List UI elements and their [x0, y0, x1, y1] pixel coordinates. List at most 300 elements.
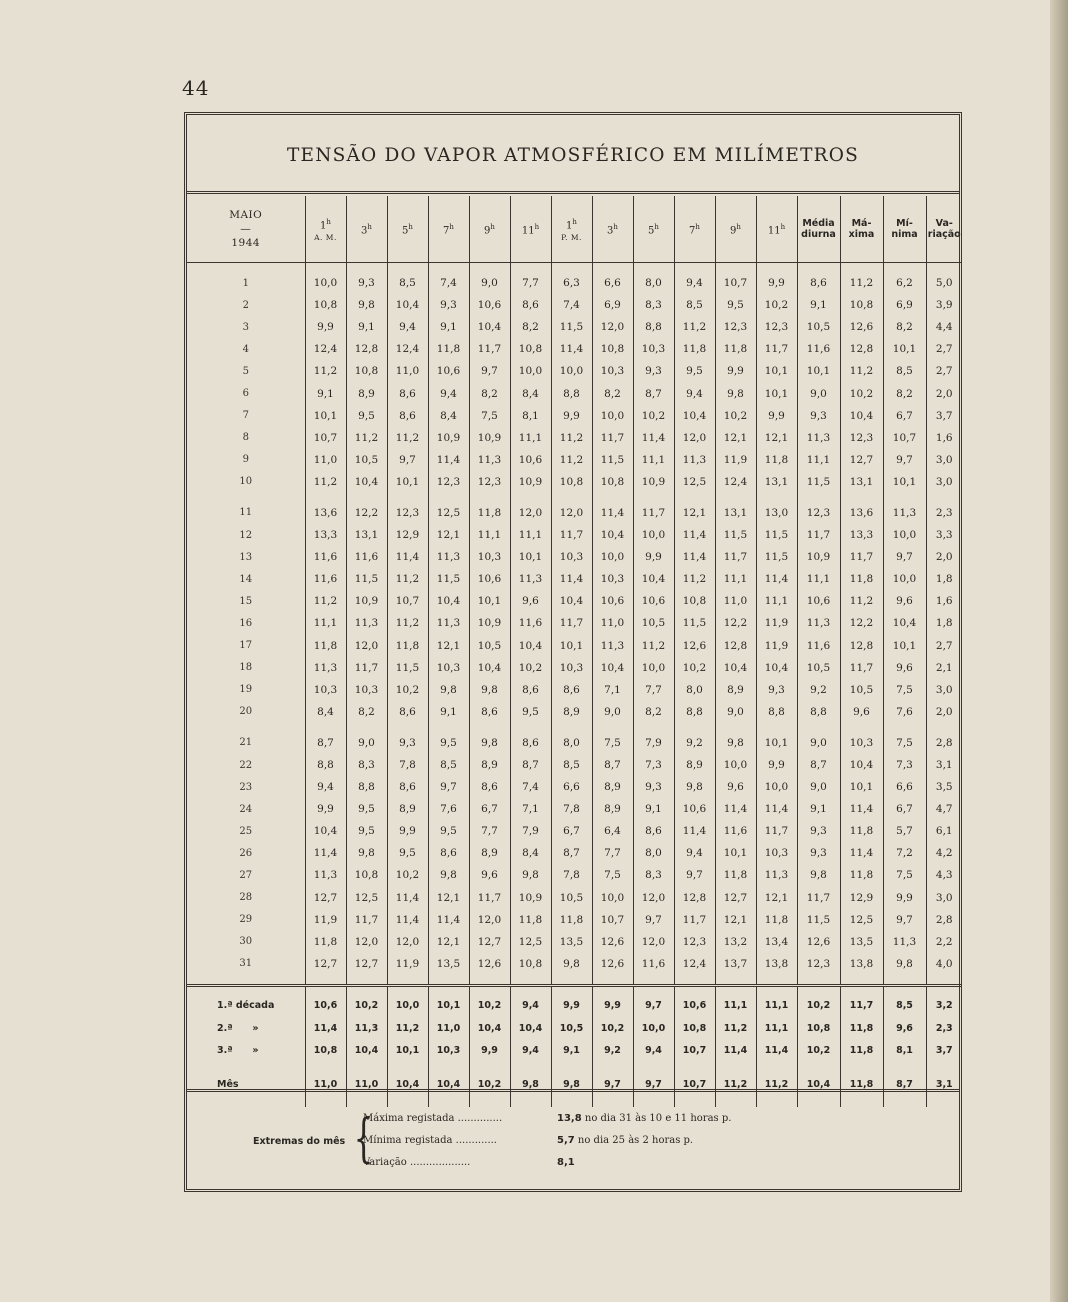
summary-cell: 10,2: [592, 1017, 633, 1039]
table-cell: 8,9: [346, 382, 387, 404]
table-cell: 9,4: [305, 776, 346, 798]
table-cell: 9,0: [715, 701, 756, 723]
table-cell: 8,6: [510, 294, 551, 316]
table-cell: 9,9: [883, 887, 926, 909]
summary-cell: 11,1: [756, 995, 797, 1017]
table-cell: 12,3: [797, 502, 840, 524]
table-cell: 8,7: [551, 842, 592, 864]
table-cell: 8,8: [633, 316, 674, 338]
table-cell: 8,6: [469, 701, 510, 723]
table-cell: 11,8: [510, 909, 551, 931]
table-cell: 8,5: [674, 294, 715, 316]
day-number: 12: [239, 529, 253, 541]
table-cell: 10,3: [633, 338, 674, 360]
table-cell: 12,7: [305, 953, 346, 975]
table-cell: 11,9: [387, 953, 428, 975]
day-row: [187, 732, 962, 754]
table-cell: 13,5: [551, 931, 592, 953]
day-row: [187, 798, 962, 820]
table-cell: 9,8: [715, 382, 756, 404]
day-row: [187, 864, 962, 886]
table-cell: 10,7: [592, 909, 633, 931]
table-cell: 9,0: [346, 732, 387, 754]
table-cell: 11,5: [592, 449, 633, 471]
table-cell: 10,8: [346, 360, 387, 382]
table-cell: 8,9: [469, 842, 510, 864]
table-cell: 12,2: [346, 502, 387, 524]
table-cell: 10,5: [840, 679, 883, 701]
summary-cell: 11,2: [715, 1017, 756, 1039]
table-cell: 11,6: [305, 546, 346, 568]
table-cell: 10,4: [469, 316, 510, 338]
table-cell: 11,3: [305, 657, 346, 679]
table-cell: 12,2: [715, 612, 756, 634]
extremes-label: Extremas do mês: [253, 1136, 346, 1147]
table-cell: 1,8: [926, 612, 962, 634]
maxima-header: Má- xima: [840, 196, 883, 263]
table-cell: 13,6: [840, 502, 883, 524]
table-cell: 8,8: [551, 382, 592, 404]
table-cell: 2,2: [926, 931, 962, 953]
table-frame: [184, 112, 962, 1192]
table-cell: 10,3: [305, 679, 346, 701]
table-cell: 8,3: [633, 864, 674, 886]
summary-cell: 11,0: [428, 1017, 469, 1039]
table-cell: 8,6: [428, 842, 469, 864]
table-cell: 10,3: [551, 546, 592, 568]
table-cell: 11,3: [346, 612, 387, 634]
min-label: Mínima registada .............: [363, 1135, 497, 1146]
table-cell: 8,7: [633, 382, 674, 404]
month-label: MAIO: [229, 209, 263, 221]
table-cell: 12,1: [756, 427, 797, 449]
table-cell: 11,5: [387, 657, 428, 679]
var-label: Variação ...................: [363, 1157, 471, 1168]
table-cell: 10,4: [428, 590, 469, 612]
summary-cell: 11,3: [346, 1017, 387, 1039]
table-cell: 9,1: [633, 798, 674, 820]
summary-cell: 9,7: [592, 1073, 633, 1095]
summary-cell: 10,0: [633, 1017, 674, 1039]
day-number: 6: [242, 388, 249, 400]
day-row: [187, 360, 962, 382]
table-cell: 3,0: [926, 887, 962, 909]
table-cell: 3,0: [926, 471, 962, 493]
table-cell: 8,8: [756, 701, 797, 723]
table-cell: 10,0: [551, 360, 592, 382]
table-cell: 9,6: [715, 776, 756, 798]
day-row: [187, 524, 962, 546]
table-cell: 11,8: [840, 864, 883, 886]
hour-label: 3$^h$: [361, 222, 372, 237]
table-cell: 7,5: [592, 864, 633, 886]
table-cell: 9,3: [797, 405, 840, 427]
day-number: 7: [242, 410, 249, 422]
table-cell: 3,0: [926, 449, 962, 471]
table-cell: 9,6: [840, 701, 883, 723]
table-cell: 11,7: [797, 524, 840, 546]
table-cell: 10,9: [346, 590, 387, 612]
summary-cell: 11,4: [305, 1017, 346, 1039]
table-cell: 8,8: [346, 776, 387, 798]
table-cell: 7,3: [633, 754, 674, 776]
table-cell: 11,8: [756, 909, 797, 931]
table-cell: 10,4: [715, 657, 756, 679]
summary-cell: 10,1: [387, 1039, 428, 1061]
table-cell: 11,7: [469, 338, 510, 360]
table-cell: 11,9: [756, 635, 797, 657]
summary-cell: 10,2: [469, 995, 510, 1017]
table-cell: 9,9: [387, 820, 428, 842]
table-cell: 1,8: [926, 568, 962, 590]
table-cell: 13,3: [840, 524, 883, 546]
table-cell: 11,4: [840, 842, 883, 864]
table-cell: 10,8: [305, 294, 346, 316]
table-cell: 10,5: [633, 612, 674, 634]
table-cell: 13,0: [756, 502, 797, 524]
table-cell: 12,8: [346, 338, 387, 360]
summary-cell: 10,7: [674, 1073, 715, 1095]
summary-row: [187, 995, 962, 1017]
day-row: [187, 405, 962, 427]
table-cell: 8,6: [387, 405, 428, 427]
table-cell: 12,6: [592, 953, 633, 975]
table-cell: 9,7: [387, 449, 428, 471]
extremes-rule: [187, 1089, 959, 1092]
table-cell: 11,7: [840, 546, 883, 568]
hour-header: [428, 196, 469, 263]
table-cell: 10,2: [387, 864, 428, 886]
day-number: 25: [239, 825, 253, 837]
table-cell: 8,3: [346, 754, 387, 776]
table-cell: 6,6: [551, 776, 592, 798]
summary-cell: 9,1: [551, 1039, 592, 1061]
table-cell: 9,0: [797, 382, 840, 404]
table-cell: 9,8: [428, 679, 469, 701]
table-cell: 7,7: [592, 842, 633, 864]
table-cell: 7,9: [633, 732, 674, 754]
table-cell: 11,4: [674, 546, 715, 568]
day-number: 17: [239, 640, 253, 652]
summary-cell: 10,1: [428, 995, 469, 1017]
book-spine: [1050, 0, 1068, 1302]
table-cell: 11,5: [428, 568, 469, 590]
table-cell: 11,2: [551, 427, 592, 449]
table-cell: 12,0: [510, 502, 551, 524]
table-cell: 11,0: [715, 590, 756, 612]
table-cell: 10,3: [346, 679, 387, 701]
day-number: 14: [239, 573, 253, 585]
table-cell: 9,9: [756, 405, 797, 427]
table-cell: 8,7: [592, 754, 633, 776]
table-cell: 12,7: [346, 953, 387, 975]
table-cell: 9,5: [346, 405, 387, 427]
table-cell: 10,6: [674, 798, 715, 820]
table-cell: 12,1: [674, 502, 715, 524]
table-cell: 10,8: [510, 953, 551, 975]
table-cell: 12,0: [346, 635, 387, 657]
day-number: 23: [239, 781, 253, 793]
table-cell: 6,6: [883, 776, 926, 798]
header-row: [187, 196, 962, 263]
table-cell: 10,4: [840, 405, 883, 427]
day-row: [187, 953, 962, 975]
table-cell: 11,8: [469, 502, 510, 524]
hour-label: 9$^h$: [484, 222, 495, 237]
table-cell: 10,4: [387, 294, 428, 316]
table-cell: 10,2: [387, 679, 428, 701]
table-cell: 12,5: [428, 502, 469, 524]
summary-cell: 8,5: [883, 995, 926, 1017]
table-cell: 13,1: [346, 524, 387, 546]
table-cell: 10,1: [797, 360, 840, 382]
summary-cell: 9,7: [633, 995, 674, 1017]
table-cell: 2,0: [926, 382, 962, 404]
table-cell: 13,8: [840, 953, 883, 975]
table-cell: 13,6: [305, 502, 346, 524]
table-cell: 12,7: [469, 931, 510, 953]
table-cell: 10,1: [387, 471, 428, 493]
year-label: 1944: [231, 237, 261, 249]
summary-label: 1.ª década: [217, 1000, 275, 1012]
table-cell: 9,1: [428, 701, 469, 723]
table-cell: 9,2: [797, 679, 840, 701]
table-cell: 11,3: [510, 568, 551, 590]
table-cell: 10,0: [510, 360, 551, 382]
table-cell: 10,0: [592, 887, 633, 909]
table-cell: 9,4: [674, 382, 715, 404]
summary-cell: 9,9: [469, 1039, 510, 1061]
day-number: 30: [239, 936, 253, 948]
table-cell: 12,1: [756, 887, 797, 909]
table-cell: 11,4: [756, 568, 797, 590]
summary-cell: 11,1: [715, 995, 756, 1017]
table-cell: 12,0: [346, 931, 387, 953]
table-cell: 13,4: [756, 931, 797, 953]
table-cell: 3,1: [926, 754, 962, 776]
table-cell: 13,1: [715, 502, 756, 524]
table-cell: 1,6: [926, 427, 962, 449]
summary-cell: 10,6: [674, 995, 715, 1017]
table-cell: 11,7: [674, 909, 715, 931]
summary-cell: 11,0: [305, 1073, 346, 1095]
table-cell: 10,0: [592, 405, 633, 427]
table-cell: 12,1: [428, 524, 469, 546]
table-cell: 13,5: [428, 953, 469, 975]
table-cell: 10,5: [551, 887, 592, 909]
table-cell: 8,2: [469, 382, 510, 404]
day-number: 13: [239, 551, 253, 563]
table-cell: 10,6: [592, 590, 633, 612]
table-cell: 9,6: [510, 590, 551, 612]
table-cell: 8,8: [305, 754, 346, 776]
table-cell: 11,5: [715, 524, 756, 546]
hour-label: 11$^h$: [521, 222, 540, 237]
table-cell: 13,3: [305, 524, 346, 546]
table-cell: 8,9: [715, 679, 756, 701]
summary-cell: 8,1: [883, 1039, 926, 1061]
summary-cell: 11,8: [840, 1073, 883, 1095]
table-cell: 12,7: [715, 887, 756, 909]
table-cell: 12,9: [387, 524, 428, 546]
summary-cell: 11,2: [715, 1073, 756, 1095]
table-cell: 7,8: [551, 798, 592, 820]
summary-cell: 10,4: [469, 1017, 510, 1039]
table-cell: 11,8: [428, 338, 469, 360]
hour-header: 1$^h$ P. M.: [551, 196, 592, 263]
table-cell: 9,9: [756, 754, 797, 776]
table-cell: 8,0: [633, 272, 674, 294]
summary-cell: 11,8: [840, 1017, 883, 1039]
table-cell: 7,9: [510, 820, 551, 842]
table-cell: 12,3: [840, 427, 883, 449]
hour-label: 7$^h$: [689, 222, 700, 237]
summary-cell: 10,2: [797, 1039, 840, 1061]
table-cell: 10,4: [305, 820, 346, 842]
table-cell: 11,2: [840, 272, 883, 294]
summary-cell: 3,7: [926, 1039, 962, 1061]
table-cell: 7,7: [469, 820, 510, 842]
hour-header: [715, 196, 756, 263]
day-row: [187, 931, 962, 953]
brace-glyph: {: [353, 1109, 374, 1169]
table-cell: 10,2: [756, 294, 797, 316]
table-cell: 13,2: [715, 931, 756, 953]
summary-cell: 11,1: [756, 1017, 797, 1039]
summary-row: [187, 1039, 962, 1061]
table-cell: 10,0: [715, 754, 756, 776]
table-cell: 10,3: [469, 546, 510, 568]
table-cell: 9,3: [797, 820, 840, 842]
table-cell: 12,1: [428, 887, 469, 909]
table-cell: 9,3: [346, 272, 387, 294]
max-note: no dia 31 às 10 e 11 horas p.: [584, 1113, 732, 1124]
table-cell: 2,8: [926, 909, 962, 931]
table-cell: 9,1: [346, 316, 387, 338]
day-number: 27: [239, 869, 253, 881]
day-row: [187, 471, 962, 493]
table-cell: 10,2: [510, 657, 551, 679]
table-cell: 10,9: [428, 427, 469, 449]
table-cell: 11,1: [797, 449, 840, 471]
table-cell: 11,9: [756, 612, 797, 634]
day-row: [187, 427, 962, 449]
table-cell: 11,7: [633, 502, 674, 524]
summary-cell: 9,8: [510, 1073, 551, 1095]
table-cell: 11,2: [305, 360, 346, 382]
hour-header: [387, 196, 428, 263]
table-cell: 13,1: [756, 471, 797, 493]
table-cell: 12,0: [387, 931, 428, 953]
table-cell: 6,9: [883, 294, 926, 316]
table-cell: 11,8: [305, 635, 346, 657]
table-cell: 10,4: [551, 590, 592, 612]
table-cell: 10,1: [510, 546, 551, 568]
day-number: 8: [242, 432, 249, 444]
table-cell: 11,4: [387, 909, 428, 931]
table-cell: 11,3: [883, 931, 926, 953]
table-cell: 10,2: [715, 405, 756, 427]
table-cell: 8,9: [551, 701, 592, 723]
table-title: TENSÃO DO VAPOR ATMOSFÉRICO EM MILÍMETROS: [286, 145, 860, 166]
table-cell: 11,6: [797, 338, 840, 360]
table-cell: 10,9: [510, 887, 551, 909]
summary-cell: 9,9: [592, 995, 633, 1017]
table-cell: 2,0: [926, 546, 962, 568]
table-cell: 9,5: [674, 360, 715, 382]
table-cell: 11,5: [797, 471, 840, 493]
table-cell: 11,1: [305, 612, 346, 634]
minima-header: Mí- nima: [883, 196, 926, 263]
summary-cell: 9,2: [592, 1039, 633, 1061]
table-cell: 13,7: [715, 953, 756, 975]
table-cell: 9,7: [674, 864, 715, 886]
table-cell: 10,9: [797, 546, 840, 568]
day-row: [187, 502, 962, 524]
table-cell: 12,4: [387, 338, 428, 360]
table-cell: 8,2: [346, 701, 387, 723]
hour-header: [756, 196, 797, 263]
table-cell: 11,4: [840, 798, 883, 820]
max-entry: [557, 1113, 731, 1124]
table-cell: 10,4: [883, 612, 926, 634]
table-cell: 6,6: [592, 272, 633, 294]
table-cell: 9,8: [510, 864, 551, 886]
table-cell: 12,1: [715, 909, 756, 931]
day-row: [187, 449, 962, 471]
table-cell: 11,3: [797, 427, 840, 449]
table-cell: 12,3: [387, 502, 428, 524]
table-cell: 9,1: [428, 316, 469, 338]
table-cell: 9,9: [551, 405, 592, 427]
table-cell: 7,5: [883, 732, 926, 754]
table-cell: 9,5: [428, 820, 469, 842]
day-row: [187, 776, 962, 798]
table-cell: 8,6: [510, 732, 551, 754]
table-cell: 11,1: [633, 449, 674, 471]
table-cell: 10,4: [469, 657, 510, 679]
table-cell: 10,7: [387, 590, 428, 612]
table-cell: 9,9: [305, 316, 346, 338]
table-cell: 8,5: [387, 272, 428, 294]
table-cell: 12,6: [797, 931, 840, 953]
table-cell: 8,6: [387, 776, 428, 798]
day-row: [187, 842, 962, 864]
day-row: [187, 294, 962, 316]
summary-cell: 2,3: [926, 1017, 962, 1039]
table-cell: 10,8: [510, 338, 551, 360]
summary-cell: 9,9: [551, 995, 592, 1017]
summary-cell: 10,6: [305, 995, 346, 1017]
table-cell: 8,3: [633, 294, 674, 316]
table-cell: 9,8: [797, 864, 840, 886]
table-cell: 10,5: [797, 316, 840, 338]
table-cell: 10,1: [883, 338, 926, 360]
table-cell: 11,7: [840, 657, 883, 679]
day-number: 24: [239, 803, 253, 815]
summary-cell: 8,7: [883, 1073, 926, 1095]
table-cell: 2,3: [926, 502, 962, 524]
summary-cell: 10,8: [305, 1039, 346, 1061]
table-cell: 12,7: [305, 887, 346, 909]
table-cell: 8,0: [633, 842, 674, 864]
summary-cell: 10,5: [551, 1017, 592, 1039]
table-cell: 12,3: [674, 931, 715, 953]
table-cell: 8,4: [428, 405, 469, 427]
day-row: [187, 568, 962, 590]
table-cell: 11,4: [715, 798, 756, 820]
table-cell: 9,5: [510, 701, 551, 723]
